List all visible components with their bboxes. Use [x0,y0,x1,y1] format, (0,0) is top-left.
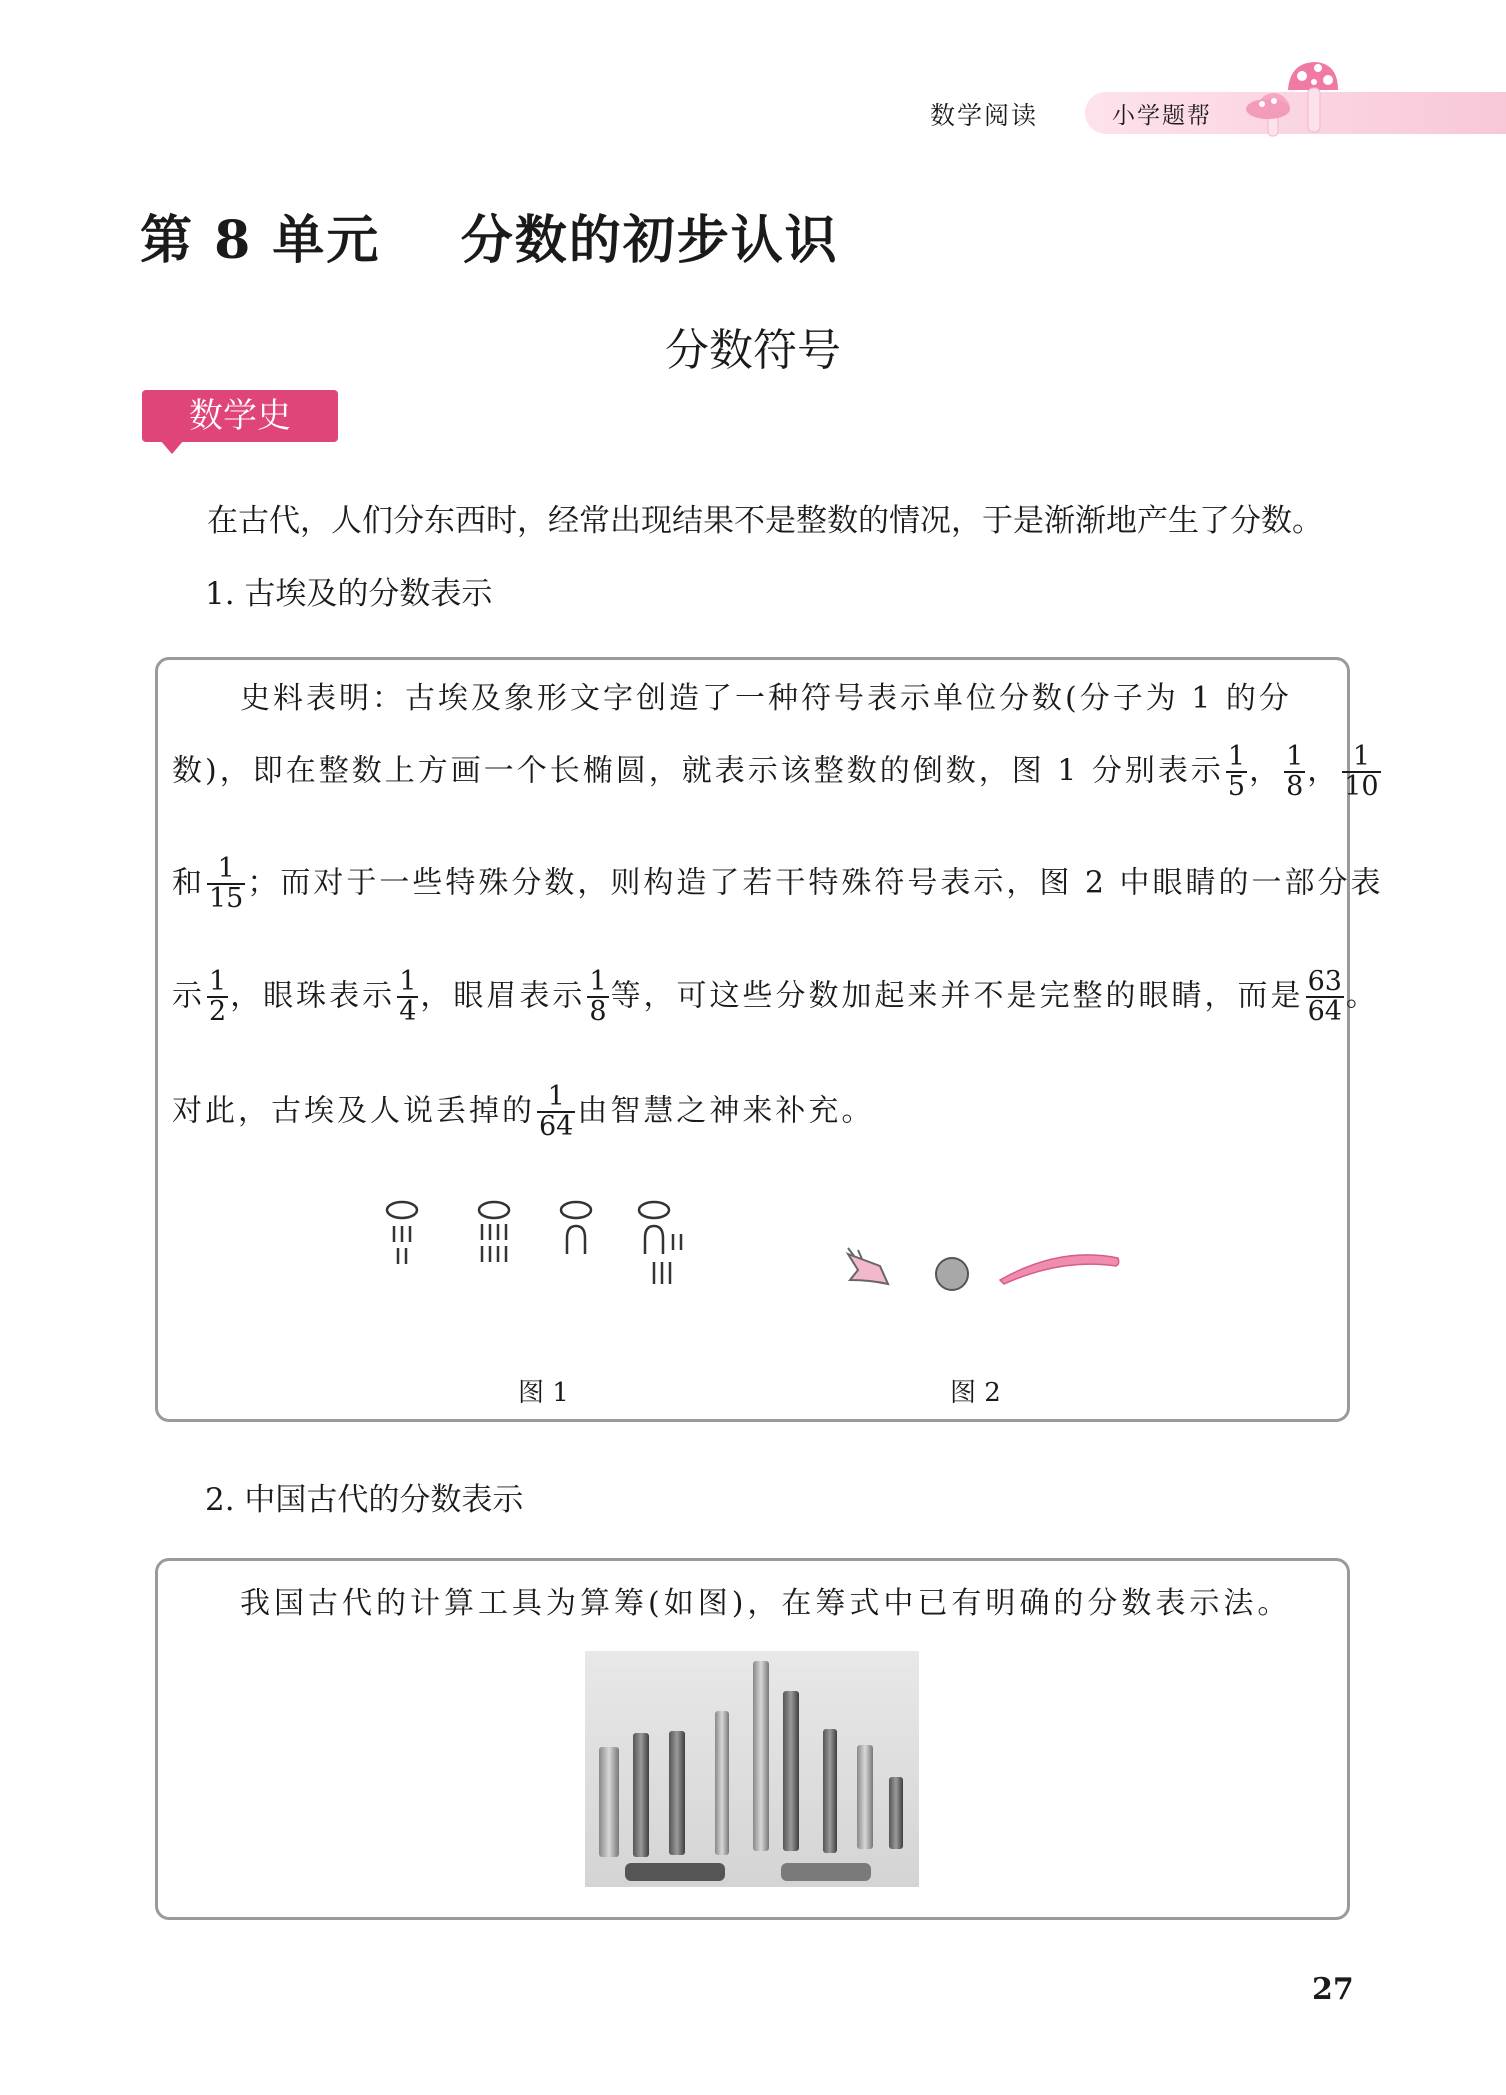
fraction-1-2: $\frac{1}{2}$ [209,966,227,1028]
header-left-label: 数学阅读 [930,101,1039,130]
history-tag-tail [160,440,184,454]
fraction-1-4: $\frac{1}{4}$ [399,966,417,1028]
fraction-1-10: $\frac{1}{10}$ [1344,741,1379,803]
figure-2-caption: 图 2 [950,1378,1001,1408]
counting-rods-photo [585,1651,919,1887]
page-number: 27 [1312,1972,1354,2007]
eye-of-horus-parts [840,1240,1130,1300]
figure-1-caption: 图 1 [518,1378,569,1408]
egyptian-fraction-glyphs [370,1190,700,1300]
heading-china: 2. 中国古代的分数表示 [205,1482,524,1518]
box1-line-1 [240,673,1330,717]
fraction-1-8-brow: $\frac{1}{8}$ [589,966,607,1028]
box1-line-3: 和 $\frac{1}{15}$ ；而对于一些特殊分数，则构造了若干特殊符号表示，图 2 中眼睛的一部分表 [172,853,1384,915]
section-title: 分数符号 [665,325,841,376]
mushroom-icon [1228,54,1340,152]
fraction-63-64: $\frac{63}{64}$ [1307,966,1342,1028]
history-tag: 数学史 [142,390,338,442]
header-right-label: 小学题帮 [1112,103,1212,129]
china-box-text: 我国古代的计算工具为算筹(如图)，在筹式中已有明确的分数表示法。 [240,1586,1292,1621]
fraction-1-15: $\frac{1}{15}$ [209,853,244,915]
heading-egypt: 1. 古埃及的分数表示 [205,576,493,612]
box1-line-2: 数)，即在整数上方画一个长椭圆，就表示该整数的倒数，图 1 分别表示 $\frac{1}{5}$ ， $\frac{1}{8}$ ， $\frac{1}{10}$ [172,741,1379,803]
box1-line-3-text: ；而对于一些特殊分数，则构造了若干特殊符号表示，图 2 中眼睛的一部分表 [247,865,1384,901]
unit-title: 第 8 单元 分数的初步认识 [140,210,839,271]
fraction-1-8: $\frac{1}{8}$ [1286,741,1304,803]
fraction-1-5: $\frac{1}{5}$ [1227,741,1246,803]
fraction-1-64: $\frac{1}{64}$ [539,1081,574,1143]
intro-paragraph: 在古代，人们分东西时，经常出现结果不是整数的情况，于是渐渐地产生了分数。 [207,503,1323,539]
box1-line-1-text: 史料表明：古埃及象形文字创造了一种符号表示单位分数(分子为 1 的分 [240,681,1292,716]
box1-line-2-text: 数)，即在整数上方画一个长椭圆，就表示该整数的倒数，图 1 分别表示 [172,753,1224,789]
box1-line-5: 对此，古埃及人说丢掉的 $\frac{1}{64}$ 由智慧之神来补充。 [172,1081,875,1143]
box1-line-4: 示 $\frac{1}{2}$ ，眼珠表示 $\frac{1}{4}$ ，眼眉表示 $\frac{1}{8}$ 等，可这些分数加起来并不是完整的眼睛，而是 $\frac{63}{64}$ 。 [172,966,1379,1028]
